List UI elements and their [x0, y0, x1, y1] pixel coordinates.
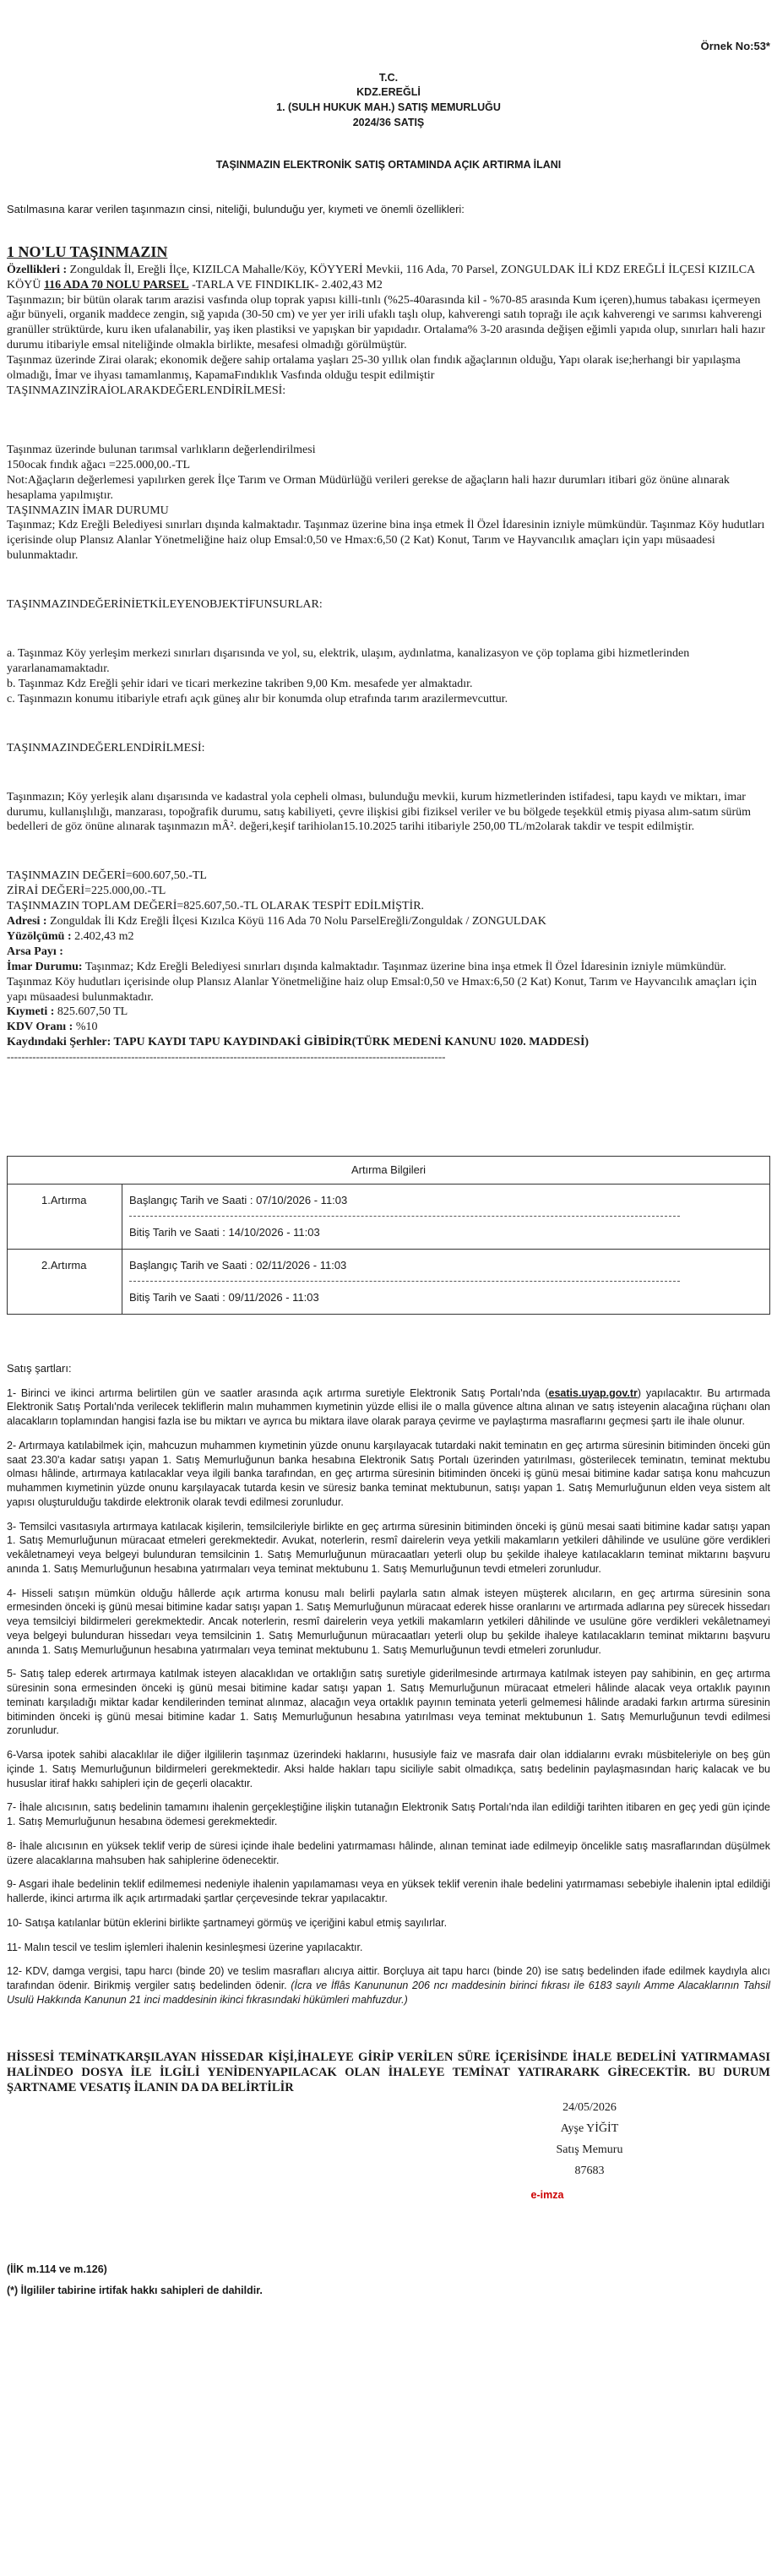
features-text-a: Zonguldak İl, Ereğli İlçe, KIZILCA Mahalle/Köy, KÖYYERİ Mevkii, 116 Ada, 70 Parsel, ZONGULDAK İLİ KDZ EREĞLİ İLÇESİ KIZILCA KÖYÜ — [7, 263, 755, 291]
value-property: TAŞINMAZIN DEĞERİ=600.607,50.-TL — [7, 869, 207, 883]
condition-12-text: 12- KDV, damga vergisi, tapu harcı (binde 20) ve teslim masrafları alıcıya aittir. Borçluya ait tapu harcı (binde 20) ise satış bedelinden ifade edilmek kaydıyla alıcı tarafından ödenir. Birikmiş vergiler satış bedelinden ödenir. — [7, 1965, 770, 1992]
condition-12-italic: (İcra ve İflâs Kanununun 206 ncı maddesinin birinci fıkrası ile 6183 sayılı Amme Alacaklarının Tahsil Usulü Hakkında Kanunun 21 inci maddesinin ikinci fıkrasındaki hükümleri mahfuzdur.) — [7, 1980, 770, 2006]
factor-item-a: a. Taşınmaz Köy yerleşim merkezi sınırları dışarısında ve yol, su, elektrik, ulaşım, aydınlatma, kanalizasyon ve çöp toplama gibi hizmetlerinden yararlanamamaktadır. — [7, 647, 690, 675]
annotations-row — [7, 1035, 770, 1050]
paragraph-agri-assets: Taşınmaz üzerinde bulunan tarımsal varlıkların değerlendirilmesi — [7, 443, 316, 456]
auction-row-2 — [8, 1249, 770, 1314]
condition-1 — [7, 1386, 770, 1429]
condition-11: 11- Malın tescil ve teslim işlemleri ihalenin kesinleşmesi üzerine yapılacaktır. — [7, 1941, 363, 1953]
intro-text: Satılmasına karar verilen taşınmazın cinsi, niteliği, bulunduğu yer, kıymeti ve önemli özellikleri: — [7, 202, 465, 215]
land-share-label: Arsa Payı : — [7, 945, 63, 958]
condition-4: 4- Hisseli satışın mümkün olduğu hâllerde açık artırma konusu malı belirli paylarla satın almak isteyen müşterek alıcıların, en geç artırma süresinin sona ermesinden önceki iş günü mesai bitimine kadar satışı yapan 1. Satış Memurluğunun müracaat ederek hisse oranlarını ve artırmada adlarına pey sürecek hissedarı veya temsilciyi bildirmeleri gerekmektedir. Ancak noterlerin, resmî dairelerin veya yetkili makamların yetkileri dâhilinde ve usulüne göre verdikleri vekâletnameyi veya belgeyi bulunduran hissedarı veya temsilcinin 1. Satış Memurluğunun müracaatları yeterli olup bu şekilde ihaleye katılacakların teminat miktarını başvuru anında 1. Satış Memurluğunun hesabına yatırmaları veya teminat mektubunu 1. Satış Memurluğunun tevdi etmeleri zorunludur. — [7, 1587, 770, 1656]
property-features — [7, 263, 770, 293]
footnote-parties: (*) İlgililer tabirine irtifak hakkı sahipleri de dahildir. — [7, 2285, 263, 2297]
dash-divider: ------------------------------------------------------------------------------------------------------------------------ — [7, 1050, 446, 1064]
auction-2-separator — [129, 1281, 680, 1282]
document-page — [7, 0, 770, 2298]
address-row — [7, 914, 770, 929]
signature-date: 24/05/2026 — [562, 2100, 617, 2114]
value-total: TAŞINMAZIN TOPLAM DEĞERİ=825.607,50.-TL OLARAK TESPİT EDİLMİŞTİR. — [7, 900, 425, 913]
annotations-value: TAPU KAYDI TAPU KAYDINDAKİ GİBİDİR(TÜRK MEDENİ KANUNU 1020. MADDESİ) — [111, 1036, 590, 1049]
vat-label: KDV Oranı : — [7, 1021, 73, 1034]
header-line-office: 1. (SULH HUKUK MAH.) SATIŞ MEMURLUĞU — [276, 101, 501, 114]
condition-7: 7- İhale alıcısının, satış bedelinin tamamını ihalenin gerçekleştiğine ilişkin tutanağın Elektronik Satış Portalı'nda ilan edildiği tarihten itibaren en geç yedi gün içinde 1. Satış Memurluğunun hesabına ödemesi gerekmektedir. — [7, 1801, 770, 1828]
auction-info-table — [7, 1156, 770, 1315]
signature-number: 87683 — [574, 2164, 605, 2177]
area-row — [7, 929, 770, 945]
auction-1-end: Bitiş Tarih ve Saati : 14/10/2026 - 11:03 — [129, 1226, 320, 1239]
condition-8: 8- İhale alıcısının en yüksek teklif verip de süresi içinde ihale bedelini yatırmaması hâlinde, alınan teminat iade edilmeyip öncelikle satış masraflarından düşülmek üzere alacaklarına mahsuben hak sahiplerine ödenecektir. — [7, 1839, 770, 1866]
auction-1-start: Başlangıç Tarih ve Saati : 07/10/2026 - 11:03 — [129, 1193, 348, 1206]
condition-2: 2- Artırmaya katılabilmek için, mahcuzun muhammen kıymetinin yüzde onunu karşılayacak tutardaki nakit teminatın en geç artırma süresinin bitiminden önceki gün saat 23.30'a kadar satışı yapan 1. Satış Memurluğunun banka hesabına Elektronik Satış Portalı üzerinden yatırılması, gösterilecek teminatın, teminat mektubu olması hâlinde, artırmaya katılacaklar veya ilgili banka tarafından, en geç artırma süresinin bitiminden önceki iş günü mesai bitimine kadar satışa konu mahcuzun muhammen kıymetinin yüzde onunu karşılayacak tutarda kesin ve süresiz banka teminat mektubunun, satışı yapan 1. Satış Memurluğunun elden veya sistem alt yapısı oluşturulduğu takdirde elektronik olarak tevdi edilmesi zorunludur. — [7, 1439, 770, 1508]
footnote-law: (İİK m.114 ve m.126) — [7, 2263, 107, 2276]
features-parcel: 116 ADA 70 NOLU PARSEL — [43, 278, 189, 291]
document-title: TAŞINMAZIN ELEKTRONİK SATIŞ ORTAMINDA AÇIK ARTIRMA İLANI — [215, 159, 562, 172]
land-share-row — [7, 945, 770, 960]
factor-item-b: b. Taşınmaz Kdz Ereğli şehir idari ve ticari merkezine takriben 9,00 Km. mesafede yer almaktadır. — [7, 677, 473, 690]
auction-2-start: Başlangıç Tarih ve Saati : 02/11/2026 - 11:03 — [129, 1258, 347, 1272]
annotations-label: Kaydındaki Şerhler: — [7, 1036, 111, 1049]
property-description — [7, 263, 770, 1065]
zoning-label: İmar Durumu: — [7, 960, 83, 973]
features-label: Özellikleri : — [7, 263, 68, 276]
condition-1-text-a: 1- Birinci ve ikinci artırma belirtilen gün ve saatler arasında açık artırma suretiyle Elektronik Satış Portalı'nda ( — [7, 1386, 549, 1399]
paragraph-zoning: Taşınmaz; Kdz Ereğli Belediyesi sınırları dışında kalmaktadır. Taşınmaz üzerine bina inşa etmek İl Özel İdaresinin izniyle mümkündür. Taşınmaz Köy hudutları içerisinde olup Plansız Alanlar Yönetmeliğine haiz olup Emsal:0,50 ve Hmax:6,50 (2 Kat) Konut, Tarım ve Hayvancılık amaçları için yapı müsaadesi bulunmaktadır. — [7, 519, 765, 563]
zoning-value: Taşınmaz; Kdz Ereğli Belediyesi sınırları dışında kalmaktadır. Taşınmaz üzerine bina inşa etmek İl Özel İdaresinin izniyle mümkündür. Taşınmaz Köy hudutları içerisinde olup Plansız Alanlar Yönetmeliğine haiz olup Emsal:0,50 ve Hmax:6,50 (2 Kat) Konut, Tarım ve Hayvancılık amaçları için yapı müsaadesi bulunmaktadır. — [7, 960, 757, 1004]
area-label: Yüzölçümü : — [7, 929, 72, 943]
condition-3: 3- Temsilci vasıtasıyla artırmaya katılacak kişilerin, temsilcileriyle birlikte en geç artırma süresinin bitiminden önceki iş günü mesai saati bitimine kadar satışı yapan 1. Satış Memurluğunun müracaat etmeleri gerekmektedir. Avukat, noterlerin, resmî dairelerin veya yetkili makamların yetkileri dâhilinde ve usulüne göre verdikleri vekâletnameyi veya belgeyi bulunduran temsilcinin 1. Satış Memurluğunun müracaatları yeterli olup bu şekilde ihaleye katılacakların teminat miktarını başvuru anında 1. Satış Memurluğunun hesabına yatırmaları veya teminat mektubunu 1. Satış Memurluğunun tevdi etmeleri zorunludur. — [7, 1520, 770, 1575]
zoning-row — [7, 960, 770, 1005]
shareholder-notice: HİSSESİ TEMİNATKARŞILAYAN HİSSEDAR KİŞİ,İHALEYE GİRİP VERİLEN SÜRE İÇERİSİNDE İHALE BEDELİNİ YATIRMAMASI HALİNDEO DOSYA İLE İLGİLİ YENİDENYAPILACAK OLAN İHALEYE TEMİNAT YATIRARARK GİRECEKTİR. BU DURUM ŞARTNAME VESATIŞ İLANIN DA DA BELİRTİLİR — [7, 2050, 770, 2094]
auction-table-header: Artırma Bilgileri — [8, 1156, 770, 1184]
area-value: 2.402,43 m2 — [71, 929, 134, 943]
auction-2-end: Bitiş Tarih ve Saati : 09/11/2026 - 11:03 — [129, 1291, 319, 1304]
auction-1-separator — [129, 1216, 680, 1217]
signature-title: Satış Memuru — [556, 2143, 623, 2156]
sample-number: Örnek No:53* — [700, 40, 770, 52]
vat-row — [7, 1020, 770, 1035]
paragraph-hazelnut-value: 150ocak fındık ağacı =225.000,00.-TL — [7, 458, 191, 471]
e-signature-mark: e-imza — [530, 2188, 564, 2201]
vat-value: %10 — [73, 1021, 98, 1034]
header-line-file: 2024/36 SATIŞ — [352, 117, 425, 129]
heading-zoning: TAŞINMAZIN İMAR DURUMU — [7, 504, 169, 517]
value-agricultural: ZİRAİ DEĞERİ=225.000,00.-TL — [7, 885, 166, 898]
auction-1-label: 1.Artırma — [8, 1184, 122, 1249]
paragraph-note: Not:Ağaçların değerlemesi yapılırken gerek İlçe Tarım ve Orman Müdürlüğü verileri gerekse de ağaçların hali hazır durumları itibari göz önüne alınarak hesaplama yapılmıştır. — [7, 473, 730, 502]
paragraph-soil: Taşınmazın; bir bütün olarak tarım arazisi vasfında olup toprak yapısı killi-tınlı (%25-40arasında kil - %70-85 arasında Kum içeren),humus tabakası içermeyen ağır bünyeli, organik maddece zengin, sığ yapıda (30-50 cm) ve yer yer irili ufaklı taşlı olup, kahverengi satıh toprağı ile açık kahverengi ve sarımsı kahverengi granüller strüktürde, kuru iken ufalanabilir, yaş iken plastiksi ve yapışkan bir yapıdadır. Ortalama% 3-20 arasında değişen eğimli yapıda olup, sınırları hali hazır durumu itibariyle emsal niteliğinde olmakla birlikte, mesafesi olmadığı görülmüştür. — [7, 293, 765, 352]
signature-name: Ayşe YİĞİT — [560, 2121, 619, 2135]
condition-10: 10- Satışa katılanlar bütün eklerini birlikte şartnameyi görmüş ve içeriğini kabul etmiş sayılırlar. — [7, 1916, 448, 1929]
factor-item-c: c. Taşınmazın konumu itibariyle etrafı açık güneş alır bir konumda olup etrafında tarım arazilermevcuttur. — [7, 692, 508, 705]
condition-9: 9- Asgari ihale bedelinin teklif edilmemesi nedeniyle ihalenin yapılamaması veya en yüksek teklif verenin ihale bedelini yatırmaması sebebiyle ihalenin iptal edildiği hallerde, ikinci artırma ilk açık artırmadaki şartlar çerçevesinde tekrar yapılacaktır. — [7, 1878, 770, 1905]
heading-objective-factors: TAŞINMAZINDEĞERİNİETKİLEYENOBJEKTİFUNSURLAR: — [7, 598, 323, 612]
paragraph-agriculture: Taşınmaz üzerinde Zirai olarak; ekonomik değere sahip ortalama yaşları 25-30 yıllık olan fındık ağaçlarının olduğu, Yapı olarak ise;herhangi bir yapılaşma olmadığı, İmar ve ihyası tamamlanmış, KapamaFındıklık Vasfında olduğu tespit edilmiştir — [7, 354, 741, 383]
property-number-heading: 1 NO'LU TAŞINMAZIN — [7, 243, 168, 261]
condition-6: 6-Varsa ipotek sahibi alacaklılar ile diğer ilgililerin taşınmaz üzerindeki haklarını, hususiyle faiz ve masrafa dair olan iddialarını evrakı müsbiteleriyle on beş gün içinde 1. Satış Memurluğunun bildirmeleri gerekmektedir. Aksi halde hakları tapu siciliyle sabit olmadıkça, satış bedelinin paylaşmasından hariç kalacak ve bu hususlar itiraf hakkı sahipleri için de geçerli olacaktır. — [7, 1749, 770, 1789]
sale-conditions-title: Satış şartları: — [7, 1362, 72, 1375]
paragraph-valuation: Taşınmazın; Köy yerleşik alanı dışarısında ve kadastral yola cepheli olması, bulunduğu mevkii, kurum hizmetlerinden istifadesi, tapu kaydı ve miktarı, imar durumu, kullanışlılığı, manzarası, topoğrafik durumu, satış kabiliyeti, çevre ilişkisi gibi fiziksel veriler ve bu bölgede teşekkül etmiş piyasa alım-satım sürüm bedelleri de göz önüne alınarak taşınmazın mÂ². değeri,keşif tarihiolan15.10.2025 tarihi itibariyle 250,00 TL/m2olarak takdir ve tespit edilmiştir. — [7, 790, 752, 834]
condition-5: 5- Satış talep ederek artırmaya katılmak isteyen alacaklıdan ve ortaklığın satış suretiyle giderilmesinde artırmaya katılmak isteyen pay sahibinin, en geç artırma süresinin sona ermesinden önceki iş günü mesai bitimine kadar satışı yapan 1. Satış Memurluğunun müracaat etmeleri hâlinde alacak veya ortaklık payının teminatı karşıladığı miktar kadar kendilerinden teminat alınmaz, alacağın veya ortaklık payının teminata yeterli gelmemesi hâlinde aradaki farkın artırma süresinin bitiminden önceki iş günü mesai bitimine kadar 1. Satış Memurluğunun hesabına yatırılması veya teminat mektubunun 1. Satış Memurluğunun tevdi edilmesi zorunludur. — [7, 1668, 770, 1737]
auction-row-1 — [8, 1184, 770, 1249]
heading-valuation: TAŞINMAZINDEĞERLENDİRİLMESİ: — [7, 741, 205, 754]
header-line-city: KDZ.EREĞLİ — [356, 86, 421, 99]
features-text-b: -TARLA VE FINDIKLIK- 2.402,43 M2 — [188, 278, 383, 291]
appraisal-label: Kıymeti : — [7, 1005, 55, 1019]
condition-12 — [7, 1964, 770, 2007]
address-value: Zonguldak İli Kdz Ereğli İlçesi Kızılca Köyü 116 Ada 70 Nolu ParselEreğli/Zonguldak / ZONGULDAK — [46, 915, 546, 929]
appraisal-row — [7, 1005, 770, 1020]
header-line-tc: T.C. — [378, 71, 399, 84]
document-header — [7, 71, 770, 131]
heading-agri-evaluation: TAŞINMAZINZİRAİOLARAKDEĞERLENDİRİLMESİ: — [7, 384, 286, 398]
auction-2-label: 2.Artırma — [8, 1249, 122, 1314]
condition-1-text-b: ) yapılacaktır. Bu artırmada Elektronik Satış Portalı'nda verilecek tekliflerin malın muhammen kıymetinin yüzde ellisi ile o malla güvence altına alınan ve satış isteyenin alacağına rüçhanı olan alacakların toplamından hangisi fazla ise bu miktarı ve ayrıca bu miktara ilave olarak paraya çevirme ve paylaştırma masraflarını geçmesi şartı ile ihale olunur. — [7, 1386, 770, 1428]
appraisal-value: 825.607,50 TL — [54, 1005, 128, 1019]
signature-block — [480, 2100, 699, 2180]
address-label: Adresi : — [7, 915, 47, 929]
esatis-link[interactable]: esatis.uyap.gov.tr — [548, 1386, 638, 1399]
